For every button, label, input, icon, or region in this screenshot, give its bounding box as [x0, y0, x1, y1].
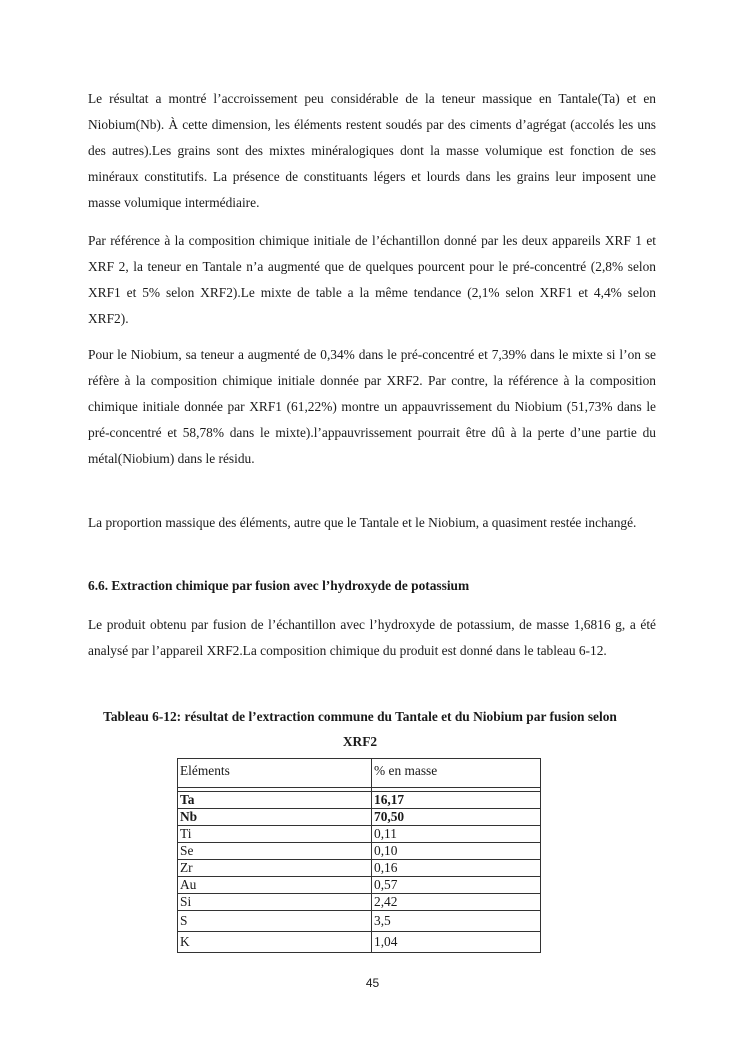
- table-cell-value: 0,10: [372, 843, 541, 860]
- table-cell-element: S: [178, 911, 372, 932]
- paragraph-other-elements: La proportion massique des éléments, autre que le Tantale et le Niobium, a quasiment restée inchangé.: [88, 515, 637, 530]
- table-row: [178, 894, 541, 911]
- table-header-row: [178, 759, 541, 788]
- table-row: [178, 911, 541, 932]
- paragraph-fusion-product: Le produit obtenu par fusion de l’échantillon avec l’hydroxyde de potassium, de masse 1,6816 g, a été analysé par l’appareil XRF2.La composition chimique du produit est donné dans le tableau 6-12.: [88, 617, 656, 658]
- table-cell-element: Au: [178, 877, 372, 894]
- table-row: [178, 860, 541, 877]
- table-cell-value: 70,50: [372, 809, 541, 826]
- table-cell-element: Zr: [178, 860, 372, 877]
- table-cell-value: 0,16: [372, 860, 541, 877]
- table-cell-element: Ta: [178, 792, 372, 809]
- table-cell-element: Ti: [178, 826, 372, 843]
- paragraph-niobium: Pour le Niobium, sa teneur a augmenté de 0,34% dans le pré-concentré et 7,39% dans le mixte si l’on se réfère à la composition chimique initiale donnée par XRF2. Par contre, la référence à la composition chimique initiale donnée par XRF1 (61,22%) montre un appauvrissement du Niobium (51,73% dans le pré-concentré et 58,78% dans le mixte).l’appauvrissement pourrait être dû à la perte d’une partie du métal(Niobium) dans le résidu.: [88, 347, 656, 466]
- table-cell-value: 16,17: [372, 792, 541, 809]
- paragraph-xrf-reference: Par référence à la composition chimique initiale de l’échantillon donné par les deux appareils XRF 1 et XRF 2, la teneur en Tantale n’a augmenté que de quelques pourcent pour le pré-concentré (2,8% selon XRF1 et 5% selon XRF2).Le mixte de table a la même tendance (2,1% selon XRF1 et 4,4% selon XRF2).: [88, 233, 656, 326]
- table-caption-line2: XRF2: [342, 734, 378, 749]
- table-cell-element: Si: [178, 894, 372, 911]
- table-cell-element: K: [178, 932, 372, 953]
- table-cell-value: 3,5: [372, 911, 541, 932]
- table-cell-element: Nb: [178, 809, 372, 826]
- table-row: [178, 826, 541, 843]
- table-caption-line1: Tableau 6-12: résultat de l’extraction commune du Tantale et du Niobium par fusion selon: [103, 709, 617, 724]
- table-cell-value: 2,42: [372, 894, 541, 911]
- page-number: 45: [365, 976, 380, 990]
- table-row: [178, 792, 541, 809]
- table-row: [178, 809, 541, 826]
- table-header-mass-percent: % en masse: [372, 759, 541, 788]
- table-cell-value: 0,11: [372, 826, 541, 843]
- paragraph-result-ta-nb: Le résultat a montré l’accroissement peu considérable de la teneur massique en Tantale(Ta) et en Niobium(Nb). À cette dimension, les éléments restent soudés par des ciments d’agrégat (accolés les uns des autres).Les grains sont des mixtes minéralogiques dont la masse volumique est fonction de ses minéraux constitutifs. La présence de constituants légers et lourds dans les grains leur imposent une masse volumique intermédiaire.: [88, 91, 656, 210]
- table-row: [178, 877, 541, 894]
- table-row: [178, 932, 541, 953]
- composition-table: [177, 758, 541, 953]
- table-cell-value: 0,57: [372, 877, 541, 894]
- table-cell-value: 1,04: [372, 932, 541, 953]
- table-caption: [40, 704, 680, 754]
- section-heading: 6.6. Extraction chimique par fusion avec l’hydroxyde de potassium: [88, 578, 470, 593]
- table-cell-element: Se: [178, 843, 372, 860]
- table-header-elements: Eléments: [178, 759, 372, 788]
- table-row: [178, 843, 541, 860]
